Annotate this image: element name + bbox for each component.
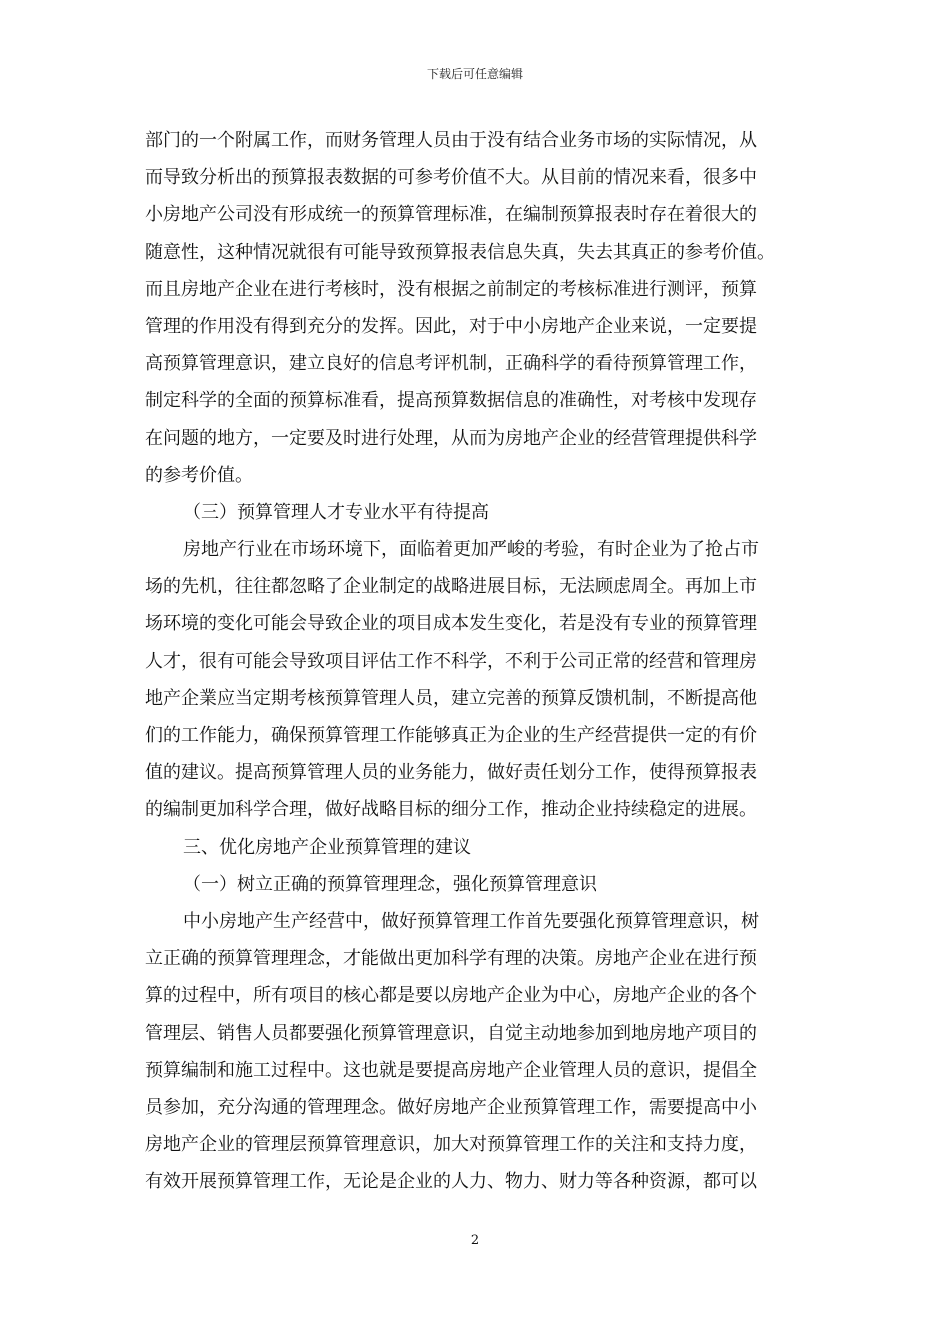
text-line: 部门的一个附属工作，而财务管理人员由于没有结合业务市场的实际情况，从 [145,130,757,151]
text-line: 的参考价值。 [145,464,253,486]
text-line: 算的过程中，所有项目的核心都是要以房地产企业为中心，房地产企业的各个 [145,985,757,1007]
text-line: 们的工作能力，确保预算管理工作能够真正为企业的生产经营提供一定的有价 [145,725,757,746]
text-line: 场环境的变化可能会导致企业的项目成本发生变化，若是没有专业的预算管理 [145,613,757,635]
text-line: 值的建议。提高预算管理人员的业务能力，做好责任划分工作，使得预算报表 [145,762,757,784]
text-line: 人才，很有可能会导致项目评估工作不科学，不利于公司正常的经营和管理房 [145,650,757,672]
text-line: 的编制更加科学合理，做好战略目标的细分工作，推动企业持续稳定的进展。 [145,799,757,821]
text-line: 管理的作用没有得到充分的发挥。因此，对于中小房地产企业来说，一定要提 [145,315,757,337]
text-line: 预算编制和施工过程中。这也就是要提高房地产企业管理人员的意识，提倡全 [145,1059,757,1081]
text-line: 有效开展预算管理工作，无论是企业的人力、物力、财力等各种资源，都可以 [145,1171,757,1193]
page-number: 2 [470,1233,480,1248]
text-line: 高预算管理意识，建立良好的信息考评机制，正确科学的看待预算管理工作， [145,353,757,375]
text-line: 中小房地产生产经营中，做好预算管理工作首先要强化预算管理意识，树 [183,910,759,932]
text-line: 房地产企业的管理层预算管理意识，加大对预算管理工作的关注和支持力度， [145,1134,757,1156]
text-line: 场的先机，往往都忽略了企业制定的战略进展目标，无法顾虑周全。再加上市 [145,576,757,598]
text-line: 三、优化房地产企业预算管理的建议 [183,836,471,858]
text-line: 管理层、销售人员都要强化预算管理意识，自觉主动地参加到地房地产项目的 [145,1022,757,1044]
text-line: （三）预算管理人才专业水平有待提高 [183,501,489,523]
page-header: 下载后可任意编辑 [426,67,523,81]
text-line: 员参加，充分沟通的管理理念。做好房地产企业预算管理工作，需要提高中小 [145,1096,757,1118]
text-line: 立正确的预算管理理念，才能做出更加科学有理的决策。房地产企业在进行预 [145,948,757,970]
text-line: 房地产行业在市场环境下，面临着更加严峻的考验，有时企业为了抢占市 [183,539,759,561]
text-line: 随意性，这种情况就很有可能导致预算报表信息失真，失去其真正的参考价值。 [145,241,775,263]
text-line: 而且房地产企业在进行考核时，没有根据之前制定的考核标准进行测评，预算 [145,278,757,300]
text-line: 而导致分析出的预算报表数据的可参考价值不大。从目前的情况来看，很多中 [145,167,757,189]
text-line: （一）树立正确的预算管理理念，强化预算管理意识 [183,873,597,895]
text-line: 制定科学的全面的预算标准看，提高预算数据信息的准确性，对考核中发现存 [145,390,757,412]
text-line: 小房地产公司没有形成统一的预算管理标准，在编制预算报表时存在着很大的 [145,204,757,226]
document-body [145,122,815,1200]
text-line: 在问题的地方，一定要及时进行处理，从而为房地产企业的经营管理提供科学 [145,427,757,449]
text-line: 地产企業应当定期考核预算管理人员，建立完善的预算反馈机制，不断提高他 [145,687,757,709]
